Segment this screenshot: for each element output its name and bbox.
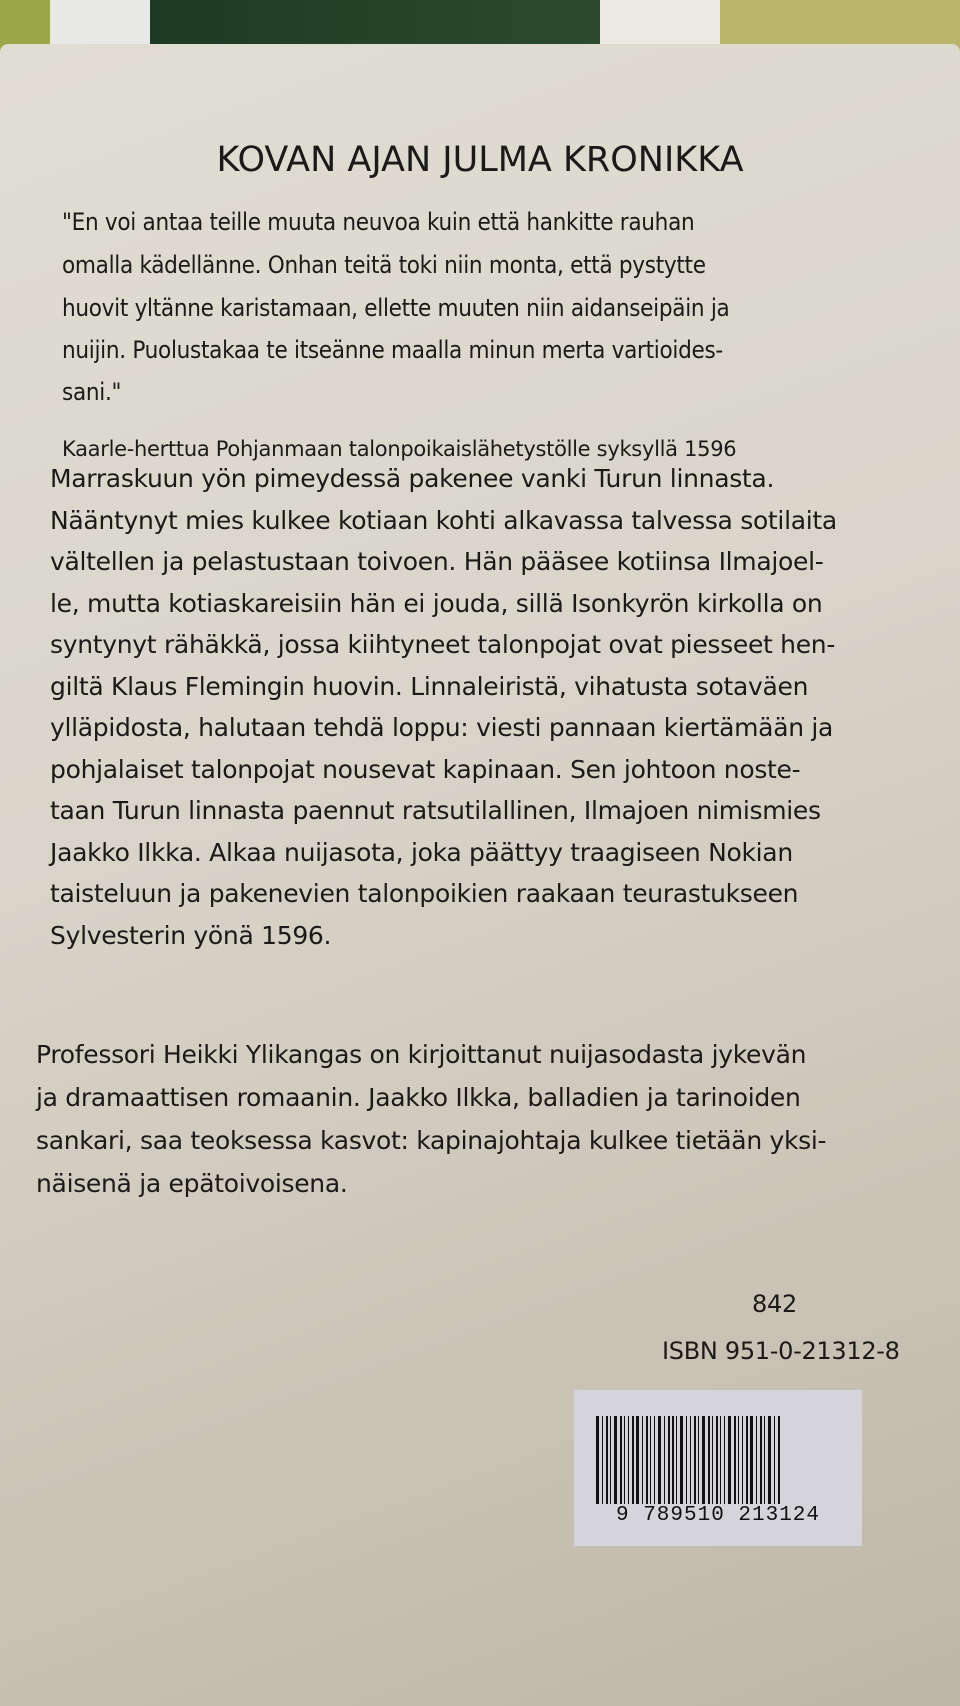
barcode-bar: [768, 1416, 771, 1504]
barcode-bar: [658, 1416, 661, 1504]
barcode-bar: [668, 1416, 670, 1504]
barcode: [574, 1390, 862, 1546]
quote-attribution: Kaarle-herttua Pohjanmaan talonpoikaislähetystölle syksyllä 1596: [62, 437, 737, 461]
barcode-bar: [596, 1416, 599, 1504]
class-number: 842: [752, 1290, 797, 1318]
barcode-bar: [676, 1416, 677, 1504]
barcode-bar: [636, 1416, 639, 1504]
quote-line: huovit yltänne karistamaan, ellette muuten niin aidanseipäin ja: [62, 294, 730, 322]
barcode-bar: [746, 1416, 748, 1504]
barcode-bar: [712, 1416, 713, 1504]
barcode-bar: [614, 1416, 617, 1504]
barcode-bar: [642, 1416, 643, 1504]
paragraph-line: Jaakko Ilkka. Alkaa nuijasota, joka päättyy traagiseen Nokian: [50, 837, 793, 867]
barcode-bar: [606, 1416, 608, 1504]
paragraph-line: näisenä ja epätoivoisena.: [36, 1169, 348, 1198]
barcode-bar: [680, 1416, 683, 1504]
paragraph-line: Professori Heikki Ylikangas on kirjoittanut nuijasodasta jykevän: [36, 1040, 807, 1069]
paragraph-line: Sylvesterin yönä 1596.: [50, 920, 332, 950]
paragraph-line: taisteluun ja pakenevien talonpoikien raakaan teurastukseen: [50, 879, 799, 908]
barcode-bar: [650, 1416, 651, 1504]
barcode-bar: [664, 1416, 665, 1504]
barcode-bar: [720, 1416, 721, 1504]
barcode-bar: [764, 1416, 765, 1504]
barcode-bars: [596, 1416, 846, 1504]
paragraph-line: ja dramaattisen romaanin. Jaakko Ilkka, balladien ja tarinoiden: [36, 1083, 801, 1112]
barcode-bar: [620, 1416, 622, 1504]
paragraph-line: Nääntynyt mies kulkee kotiaan kohti alkavassa talvessa sotilaita: [50, 505, 837, 535]
quote-line: sani.": [62, 378, 122, 406]
barcode-bar: [690, 1416, 691, 1504]
barcode-bar: [632, 1416, 634, 1504]
barcode-bar: [716, 1416, 718, 1504]
paragraph-line: le, mutta kotiaskareisiin hän ei jouda, sillä Isonkyrön kirkolla on: [50, 588, 823, 618]
barcode-bar: [654, 1416, 655, 1504]
book-title: KOVAN AJAN JULMA KRONIKKA: [216, 140, 744, 180]
quote-line: omalla kädellänne. Onhan teitä toki niin monta, että pystytte: [62, 251, 706, 279]
barcode-bar: [742, 1416, 743, 1504]
paragraph-line: vältellen ja pelastustaan toivoen. Hän pääsee kotiinsa Ilmajoel-: [50, 547, 824, 576]
isbn: ISBN 951-0-21312-8: [662, 1337, 900, 1365]
paragraph-line: taan Turun linnasta paennut ratsutilallinen, Ilmajoen nimismies: [50, 796, 821, 825]
barcode-bar: [778, 1416, 780, 1504]
barcode-bar: [702, 1416, 705, 1504]
barcode-bar: [750, 1416, 753, 1504]
barcode-bar: [774, 1416, 775, 1504]
barcode-bar: [708, 1416, 710, 1504]
barcode-bar: [628, 1416, 629, 1504]
barcode-bar: [646, 1416, 648, 1504]
paragraph-line: ylläpidosta, halutaan tehdä loppu: viesti pannaan kiertämään ja: [50, 713, 834, 742]
barcode-bar: [672, 1416, 674, 1504]
barcode-bar: [760, 1416, 762, 1504]
barcode-bar: [602, 1416, 603, 1504]
barcode-bar: [756, 1416, 757, 1504]
paragraph-line: giltä Klaus Flemingin huovin. Linnaleiristä, vihatusta sotaväen: [50, 671, 809, 701]
barcode-bar: [724, 1416, 725, 1504]
paragraph-line: Marraskuun yön pimeydessä pakenee vanki Turun linnasta.: [50, 464, 775, 493]
paragraph-line: sankari, saa teoksessa kasvot: kapinajohtaja kulkee tietään yksi-: [36, 1126, 827, 1155]
barcode-bar: [610, 1416, 611, 1504]
quote-line: "En voi antaa teille muuta neuvoa kuin että hankitte rauhan: [62, 208, 695, 236]
paragraph-line: pohjalaiset talonpojat nousevat kapinaan. Sen johtoon noste-: [50, 754, 801, 784]
barcode-bar: [624, 1416, 625, 1504]
barcode-bar: [686, 1416, 687, 1504]
paragraph-line: syntynyt rähäkkä, jossa kiihtyneet talonpojat ovat piesseet hen-: [50, 630, 836, 659]
barcode-bar: [728, 1416, 731, 1504]
barcode-bar: [698, 1416, 699, 1504]
barcode-bar: [694, 1416, 696, 1504]
barcode-digits: 9 789510 213124: [615, 1504, 821, 1527]
barcode-bar: [738, 1416, 739, 1504]
quote-line: nuijin. Puolustakaa te itseänne maalla minun merta vartioides-: [62, 336, 723, 364]
barcode-bar: [734, 1416, 736, 1504]
